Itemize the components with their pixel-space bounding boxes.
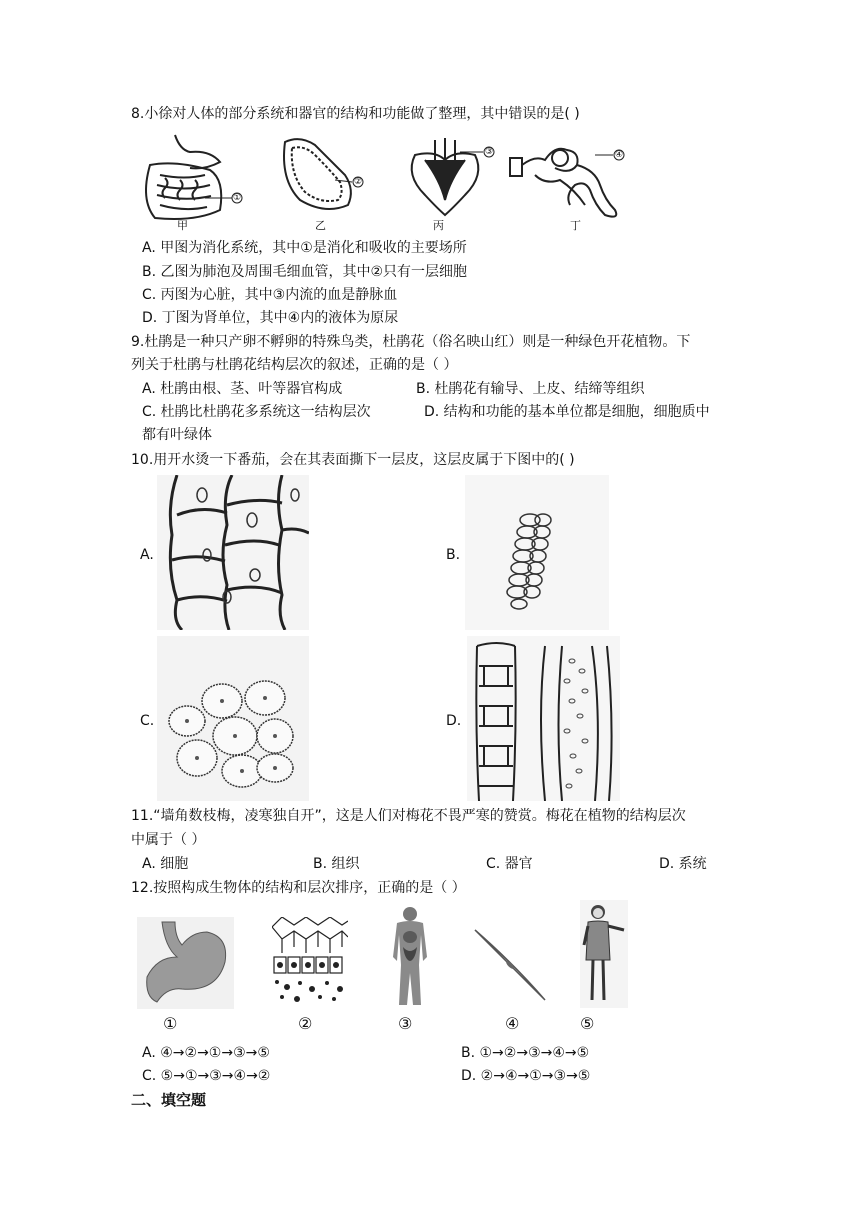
q9-stem-line2: 列关于杜鹃与杜鹃花结构层次的叙述，正确的是（ ） bbox=[131, 357, 458, 373]
q9-option-c: C. 杜鹃比杜鹃花多系统这一结构层次 bbox=[142, 404, 371, 420]
q10-image-c-round-cells bbox=[157, 636, 309, 801]
q10-image-b-cell-column bbox=[465, 475, 609, 630]
q8-stem: 8.小徐对人体的部分系统和器官的结构和功能做了整理，其中错误的是( ) bbox=[131, 106, 580, 122]
q12-option-c: C. ⑤→①→③→④→② bbox=[142, 1068, 271, 1084]
q11-stem-line1: 11.“墙角数枝梅，凌寒独自开”，这是人们对梅花不畏严寒的赞赏。梅花在植物的结构层次 bbox=[131, 808, 686, 824]
q9-option-d-line1: D. 结构和功能的基本单位都是细胞，细胞质中 bbox=[424, 404, 710, 420]
q9-option-b: B. 杜鹃花有输导、上皮、结缔等组织 bbox=[416, 381, 645, 397]
q9-stem-line1: 9.杜鹃是一种只产卵不孵卵的特殊鸟类，杜鹃花（俗名映山红）则是一种绿色开花植物。下 bbox=[131, 334, 691, 350]
q8-label-ding: 丁 bbox=[570, 219, 581, 232]
q10-label-d: D. bbox=[446, 713, 462, 729]
q10-label-b: B. bbox=[446, 547, 461, 563]
q12-image-human-body-systems bbox=[385, 905, 435, 1005]
q12-option-a: A. ④→②→①→③→⑤ bbox=[142, 1045, 270, 1061]
q11-option-c: C. 器官 bbox=[486, 856, 533, 872]
q11-option-b: B. 组织 bbox=[313, 856, 360, 872]
q10-image-a-epidermis-cells bbox=[157, 475, 309, 630]
q9-option-d-line2: 都有叶绿体 bbox=[142, 427, 212, 443]
q10-stem: 10.用开水烫一下番茄，会在其表面撕下一层皮，这层皮属于下图中的( ) bbox=[131, 452, 575, 468]
q9-option-a: A. 杜鹃由根、茎、叶等器官构成 bbox=[142, 381, 343, 397]
q8-figure-digestive-system bbox=[135, 130, 255, 230]
section-title-fill-in: 二、填空题 bbox=[131, 1091, 207, 1109]
q12-fig-number-5: ⑤ bbox=[580, 1014, 595, 1033]
q10-label-c: C. bbox=[140, 713, 155, 729]
q8-figure-nephron bbox=[505, 130, 635, 230]
q10-label-a: A. bbox=[140, 547, 154, 563]
q12-fig-number-1: ① bbox=[163, 1014, 178, 1033]
q8-marker-3: ③ bbox=[485, 147, 494, 157]
q12-option-b: B. ①→②→③→④→⑤ bbox=[461, 1045, 590, 1061]
q11-option-a: A. 细胞 bbox=[142, 856, 189, 872]
q12-fig-number-2: ② bbox=[298, 1014, 313, 1033]
q12-image-stomach bbox=[137, 917, 234, 1009]
q12-stem: 12.按照构成生物体的结构和层次排序，正确的是（ ） bbox=[131, 880, 466, 896]
q12-option-d: D. ②→④→①→③→⑤ bbox=[461, 1068, 591, 1084]
q11-option-d: D. 系统 bbox=[659, 856, 707, 872]
q8-option-b: B. 乙图为肺泡及周围毛细血管，其中②只有一层细胞 bbox=[142, 264, 468, 280]
q12-image-muscle-cell bbox=[470, 925, 550, 1005]
q8-label-jia: 甲 bbox=[177, 219, 188, 232]
q8-option-c: C. 丙图为心脏，其中③内流的血是静脉血 bbox=[142, 287, 398, 303]
q8-marker-4: ④ bbox=[615, 150, 624, 160]
q8-option-d: D. 丁图为肾单位，其中④内的液体为原尿 bbox=[142, 310, 399, 326]
q8-marker-1: ① bbox=[233, 193, 242, 203]
q11-stem-line2: 中属于（ ） bbox=[131, 832, 206, 848]
q12-image-tissue bbox=[272, 917, 348, 1003]
q8-label-bing: 丙 bbox=[433, 219, 444, 232]
q8-figure-heart bbox=[395, 130, 505, 230]
q12-fig-number-4: ④ bbox=[505, 1014, 520, 1033]
q10-image-d-vessel-cells bbox=[467, 636, 620, 801]
q8-option-a: A. 甲图为消化系统，其中①是消化和吸收的主要场所 bbox=[142, 240, 467, 256]
q12-image-girl-figure bbox=[580, 900, 628, 1008]
q8-marker-2: ② bbox=[354, 177, 363, 187]
q8-figure-alveolus bbox=[270, 130, 380, 230]
q8-label-yi: 乙 bbox=[315, 219, 326, 232]
q12-fig-number-3: ③ bbox=[398, 1014, 413, 1033]
